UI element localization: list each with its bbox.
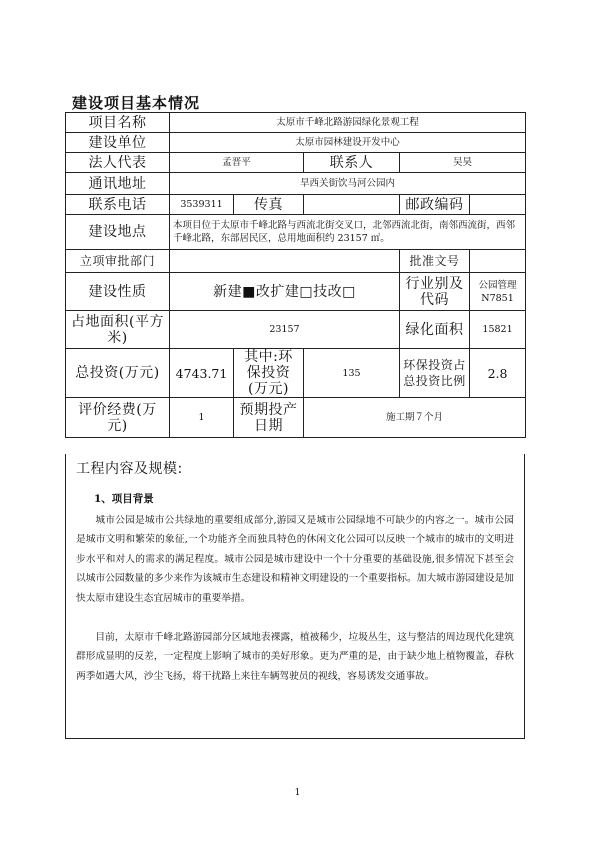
production-value: 施工期７个月 xyxy=(304,398,526,438)
postcode-label: 邮政编码 xyxy=(400,195,470,215)
row-approval xyxy=(66,250,526,273)
env-ratio-value: 2.8 xyxy=(470,349,526,398)
invest-label: 总投资(万元) xyxy=(66,349,170,398)
approval-no-value xyxy=(470,250,526,273)
postcode-value xyxy=(470,195,526,215)
row-project-name xyxy=(66,113,526,133)
project-content-section xyxy=(65,454,525,739)
fax-value xyxy=(304,195,400,215)
phone-label: 联系电话 xyxy=(66,195,170,215)
nature-label: 建设性质 xyxy=(66,273,170,311)
phone-value: 3539311 xyxy=(170,195,234,215)
row-phone xyxy=(66,195,526,215)
row-invest xyxy=(66,349,526,398)
green-label: 绿化面积 xyxy=(400,311,470,349)
env-invest-label: 其中:环保投资(万元) xyxy=(234,349,304,398)
project-info-table xyxy=(65,112,526,438)
env-ratio-label: 环保投资占总投资比例 xyxy=(400,349,470,398)
legal-rep-label: 法人代表 xyxy=(66,153,170,173)
row-eval-fee xyxy=(66,398,526,438)
invest-value: 4743.71 xyxy=(170,349,234,398)
area-value: 23157 xyxy=(170,311,400,349)
row-address xyxy=(66,173,526,195)
contact-label: 联系人 xyxy=(304,153,400,173)
unit-value: 太原市园林建设开发中心 xyxy=(170,133,526,153)
legal-rep-value: 孟晋平 xyxy=(170,153,304,173)
industry-label: 行业别及代码 xyxy=(400,273,470,311)
industry-name: 公园管理 xyxy=(478,279,517,291)
paragraph-current-state: 目前，太原市千峰北路游园部分区域地表裸露，植被稀少，垃圾丛生，这与整洁的周边现代化建筑群形成显明的反差，一定程度上影响了城市的美好形象。更为严重的是，由于缺少地上植物覆盖，春秋两季如遇大风，沙尘飞扬，将干扰路上来往车辆驾驶员的视线，容易诱发交通事故。 xyxy=(76,632,514,682)
contact-value: 吴昊 xyxy=(400,153,526,173)
row-nature xyxy=(66,273,526,311)
page-number: 1 xyxy=(294,788,301,798)
row-legal-rep xyxy=(66,153,526,173)
industry-value xyxy=(470,273,526,311)
project-name-value: 太原市千峰北路游园绿化景观工程 xyxy=(170,113,526,133)
address-label: 通讯地址 xyxy=(66,173,170,195)
project-name-label: 项目名称 xyxy=(66,113,170,133)
fax-label: 传真 xyxy=(234,195,304,215)
section-subtitle: 1、项目背景 xyxy=(94,493,154,505)
nature-value: 新建■改扩建□技改□ xyxy=(170,273,400,311)
eval-fee-label: 评价经费(万元) xyxy=(66,398,170,438)
location-label: 建设地点 xyxy=(66,215,170,250)
industry-code: N7851 xyxy=(481,292,514,304)
area-label: 占地面积(平方米) xyxy=(66,311,170,349)
row-area xyxy=(66,311,526,349)
approval-dept-label: 立项审批部门 xyxy=(66,250,170,273)
unit-label: 建设单位 xyxy=(66,133,170,153)
approval-dept-value xyxy=(170,250,400,273)
row-unit xyxy=(66,133,526,153)
row-location xyxy=(66,215,526,250)
production-label: 预期投产日期 xyxy=(234,398,304,438)
page-title: 建设项目基本情况 xyxy=(72,94,201,112)
paragraph-background: 城市公园是城市公共绿地的重要组成部分,游园又是城市公园绿地不可缺少的内容之一。城市公园是城市文明和繁荣的象征,一个功能齐全而独具特色的休闲文化公园可以反映一个城市的城市的文明进步水平和对人的需求的满足程度。城市公园是城市建设中一个十分重要的基础设施,很多情况下甚至会以城市公园数量的多少来作为该城市生态建设和精神文明建设的一个重要指标。加大城市游园建设是加快太原市建设生态宜居城市的重要举措。 xyxy=(76,515,514,604)
approval-no-label: 批准文号 xyxy=(400,250,470,273)
green-value: 15821 xyxy=(470,311,526,349)
location-value: 本项目位于太原市千峰北路与西流北街交叉口，北邻西流北街，南邻西流街，西邻千峰北路，东部居民区，总用地面积约 23157 ㎡。 xyxy=(170,215,526,250)
env-invest-value: 135 xyxy=(304,349,400,398)
eval-fee-value: 1 xyxy=(170,398,234,438)
section-title: 工程内容及规模: xyxy=(76,461,183,477)
address-value: 旱西关街饮马河公园内 xyxy=(170,173,526,195)
